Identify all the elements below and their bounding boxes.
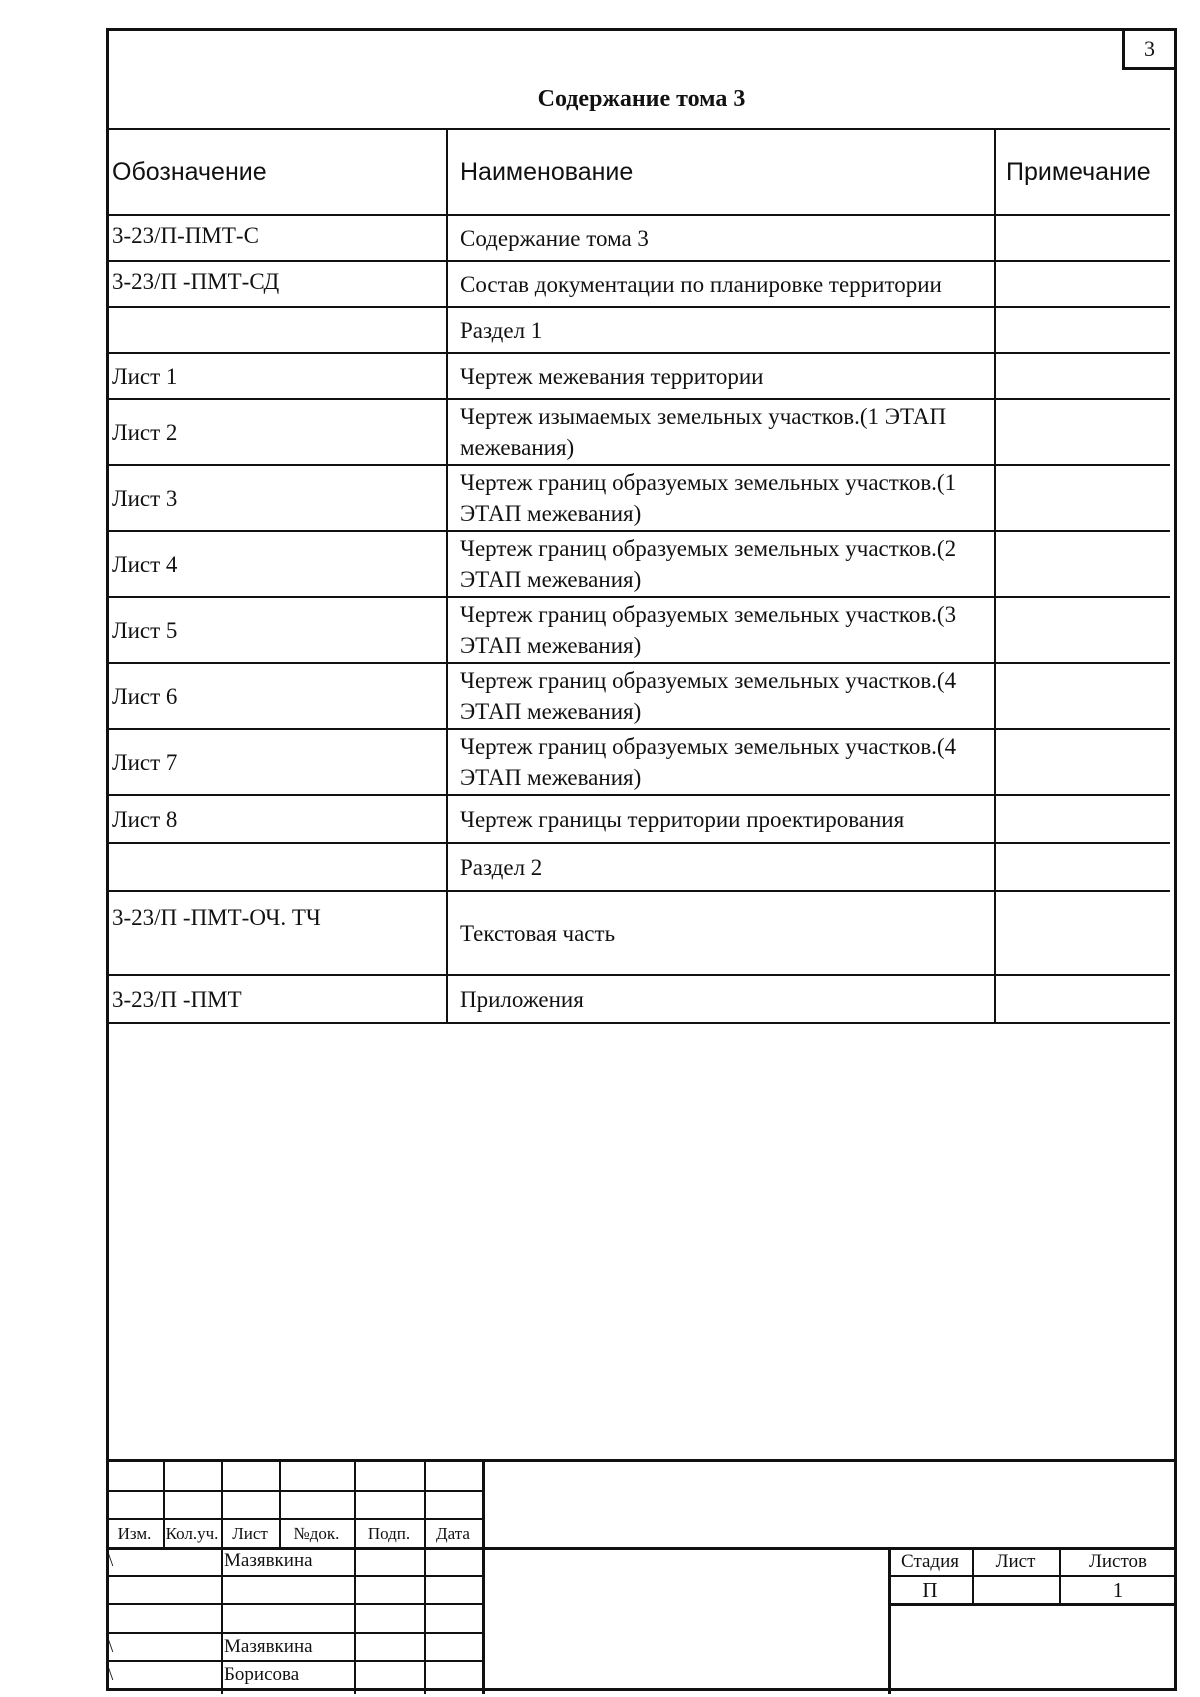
stamp-person: Мазявкина [224, 1550, 313, 1571]
row-name: Содержание тома 3 [447, 215, 995, 261]
sheets-label: Листов [1088, 1551, 1147, 1572]
row-designation: 3-23/П -ПМТ [106, 975, 447, 1023]
stage-label: Стадия [901, 1551, 959, 1572]
stamp-col-ndok: №док. [293, 1524, 340, 1543]
row-name: Чертеж границ образуемых земельных участков.(4 ЭТАП межевания) [447, 663, 995, 729]
row-note [995, 597, 1170, 663]
row-note [995, 975, 1170, 1023]
page-title: Содержание тома 3 [537, 86, 746, 112]
table-row [106, 597, 1170, 663]
stamp-line [888, 1575, 1177, 1577]
table-row [106, 353, 1170, 399]
row-note [995, 729, 1170, 795]
table-row [106, 729, 1170, 795]
row-designation: Лист 6 [106, 663, 447, 729]
stamp-line [221, 1462, 223, 1694]
row-note [995, 399, 1170, 465]
row-designation: Лист 4 [106, 531, 447, 597]
sheet-label: Лист [995, 1551, 1036, 1572]
row-name: Чертеж границ образуемых земельных участков.(1 ЭТАП межевания) [447, 465, 995, 531]
stamp-line [424, 1462, 426, 1694]
row-name: Чертеж границ образуемых земельных участков.(4 ЭТАП межевания) [447, 729, 995, 795]
stamp-col-podp: Подп. [367, 1524, 411, 1543]
row-name: Чертеж межевания территории [447, 353, 995, 399]
row-designation: Лист 7 [106, 729, 447, 795]
row-designation: Лист 1 [106, 353, 447, 399]
row-name: Текстовая часть [447, 891, 995, 975]
row-note [995, 353, 1170, 399]
row-note [995, 307, 1170, 353]
table-row [106, 399, 1170, 465]
row-name: Раздел 1 [447, 307, 995, 353]
row-designation: Лист 5 [106, 597, 447, 663]
row-designation: 3-23/П-ПМТ-С [106, 215, 447, 261]
row-note [995, 795, 1170, 843]
table-row [106, 531, 1170, 597]
stamp-person: Мазявкина [224, 1636, 313, 1657]
row-name: Чертеж границы территории проектирования [447, 795, 995, 843]
row-note [995, 663, 1170, 729]
table-row [106, 663, 1170, 729]
stamp-col-koluch: Кол.уч. [165, 1524, 219, 1543]
contents-table [106, 128, 1170, 1024]
row-note [995, 215, 1170, 261]
stamp-mark: \ [108, 1550, 114, 1571]
header-note: Примечание [995, 129, 1170, 215]
stamp-line [482, 1462, 485, 1694]
sheets-value: 1 [1112, 1578, 1124, 1602]
row-note [995, 843, 1170, 891]
row-name: Приложения [447, 975, 995, 1023]
table-row [106, 307, 1170, 353]
row-name: Чертеж изымаемых земельных участков.(1 ЭТАП межевания) [447, 399, 995, 465]
table-row [106, 975, 1170, 1023]
row-name: Чертеж границ образуемых земельных участков.(2 ЭТАП межевания) [447, 531, 995, 597]
stamp-col-izm: Изм. [117, 1524, 152, 1543]
table-row [106, 261, 1170, 307]
stamp-mark: \ [108, 1636, 114, 1657]
table-row [106, 215, 1170, 261]
title-block [106, 1459, 1177, 1691]
table-row [106, 843, 1170, 891]
row-designation [106, 843, 447, 891]
stamp-mark: \ [108, 1664, 114, 1685]
header-designation: Обозначение [106, 129, 447, 215]
table-row [106, 891, 1170, 975]
row-designation [106, 307, 447, 353]
row-note [995, 261, 1170, 307]
row-designation: Лист 2 [106, 399, 447, 465]
stage-value: П [922, 1578, 938, 1602]
row-designation: 3-23/П -ПМТ-ОЧ. ТЧ [106, 891, 447, 975]
row-designation: 3-23/П -ПМТ-СД [106, 261, 447, 307]
row-name: Раздел 2 [447, 843, 995, 891]
row-name: Чертеж границ образуемых земельных участков.(3 ЭТАП межевания) [447, 597, 995, 663]
stamp-line [888, 1603, 1177, 1606]
row-note [995, 891, 1170, 975]
row-note [995, 465, 1170, 531]
table-header-row [106, 129, 1170, 215]
header-name: Наименование [447, 129, 995, 215]
table-row [106, 465, 1170, 531]
page-number: 3 [1122, 28, 1177, 70]
stamp-line [354, 1462, 356, 1694]
stamp-col-data: Дата [436, 1524, 470, 1543]
row-note [995, 531, 1170, 597]
row-designation: Лист 8 [106, 795, 447, 843]
table-row [106, 795, 1170, 843]
row-designation: Лист 3 [106, 465, 447, 531]
stamp-person: Борисова [224, 1664, 300, 1685]
row-name: Состав документации по планировке территории [447, 261, 995, 307]
stamp-col-list: Лист [232, 1524, 268, 1543]
